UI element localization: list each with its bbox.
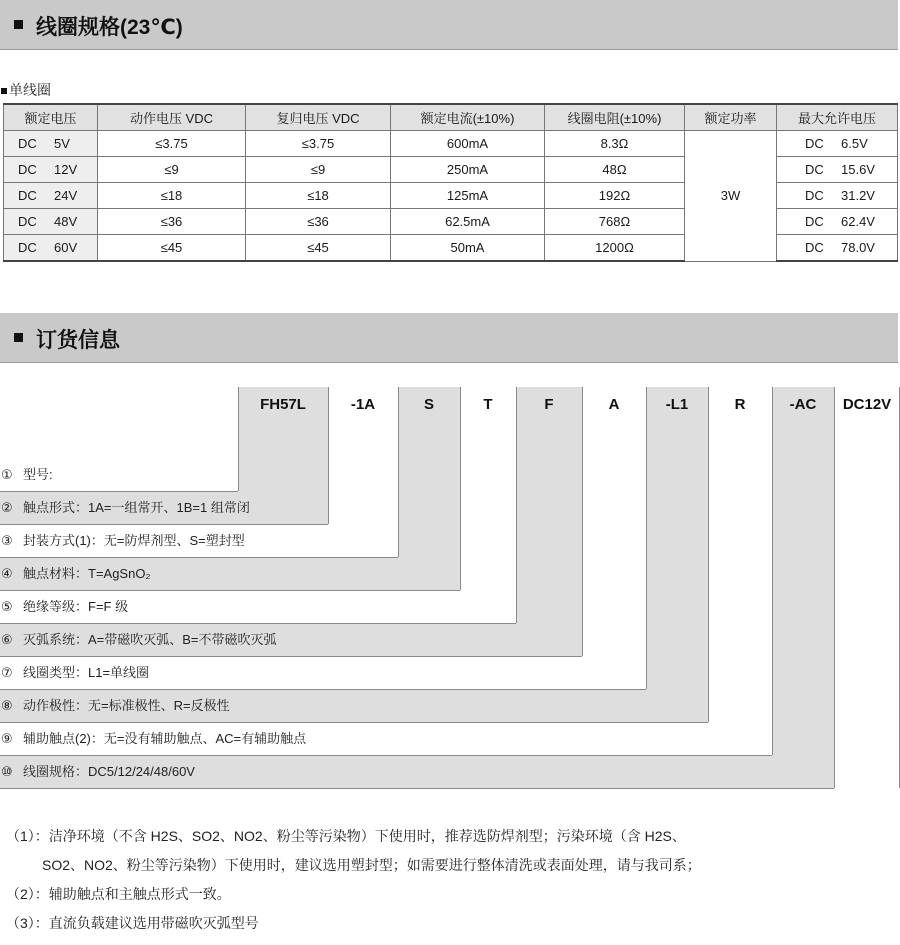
note-1: （1）：洁净环境（不含 H2S、SO2、NO2、粉尘等污染物）下使用时，推荐选防焊剂型；污染环境（含 H2S、: [6, 828, 686, 844]
order-item: [0, 590, 128, 623]
max-voltage-cell: DC 78.0V: [777, 235, 898, 262]
section-header-coil-spec: [0, 0, 898, 50]
max-voltage-cell: DC 62.4V: [777, 209, 898, 235]
order-item: [0, 722, 306, 755]
item-text: 灭弧系统：A=带磁吹灭弧、B=不带磁吹灭弧: [23, 632, 277, 647]
item-text: 动作极性：无=标准极性、R=反极性: [23, 698, 230, 713]
order-item: [0, 491, 250, 524]
order-item: [0, 458, 53, 491]
release-voltage-cell: ≤3.75: [246, 131, 391, 157]
rated-current-cell: 62.5mA: [391, 209, 545, 235]
rated-current-cell: 50mA: [391, 235, 545, 262]
table-header-cell: 额定电流(±10%): [391, 104, 545, 131]
table-row: [4, 131, 898, 157]
max-voltage-cell: DC 31.2V: [777, 183, 898, 209]
note-3: （3）：直流负载建议选用带磁吹灭弧型号: [6, 915, 259, 931]
pickup-voltage-cell: ≤45: [98, 235, 246, 262]
item-text: 绝缘等级：F=F 级: [23, 599, 129, 614]
item-number: ⑦: [1, 665, 13, 680]
item-text: 触点材料：T=AgSnO₂: [23, 566, 151, 581]
item-number: ④: [1, 566, 13, 581]
square-bullet-icon: [1, 88, 7, 94]
coil-resistance-cell: 1200Ω: [545, 235, 685, 262]
order-code-segment: T: [483, 396, 493, 413]
table-header-cell: 复归电压 VDC: [246, 104, 391, 131]
order-code-segment: DC12V: [842, 396, 892, 413]
rated-voltage-cell: DC 48V: [4, 209, 98, 235]
order-item: [0, 689, 230, 722]
release-voltage-cell: ≤18: [246, 183, 391, 209]
rated-current-cell: 125mA: [391, 183, 545, 209]
order-code-segment: R: [734, 396, 746, 413]
coil-resistance-cell: 192Ω: [545, 183, 685, 209]
coil-resistance-cell: 48Ω: [545, 157, 685, 183]
order-code-segment: S: [423, 396, 434, 413]
note-2: （2）：辅助触点和主触点形式一致。: [6, 886, 231, 902]
rated-power-cell: 3W: [685, 131, 777, 262]
item-text: 辅助触点(2)：无=没有辅助触点、AC=有辅助触点: [23, 731, 307, 746]
item-number: ⑤: [1, 599, 13, 614]
item-number: ⑥: [1, 632, 13, 647]
order-item: [0, 524, 245, 557]
max-voltage-cell: DC 6.5V: [777, 131, 898, 157]
rated-current-cell: 600mA: [391, 131, 545, 157]
max-voltage-cell: DC 15.6V: [777, 157, 898, 183]
coil-spec-table: [3, 103, 898, 262]
item-number: ③: [1, 533, 13, 548]
order-item: [0, 557, 151, 590]
pickup-voltage-cell: ≤36: [98, 209, 246, 235]
item-text: 封装方式(1)：无=防焊剂型、S=塑封型: [23, 533, 245, 548]
order-item: [0, 623, 277, 656]
square-bullet-icon: [14, 333, 23, 342]
code-column-shade: [772, 387, 834, 755]
item-text: 触点形式：1A=一组常开、1B=1 组常闭: [23, 500, 250, 515]
connector-line: [834, 387, 835, 788]
coil-resistance-cell: 768Ω: [545, 209, 685, 235]
item-number: ⑨: [1, 731, 13, 746]
connector-line: [646, 387, 647, 689]
item-underline: [0, 788, 834, 789]
item-number: ⑩: [1, 764, 13, 779]
rated-voltage-cell: DC 12V: [4, 157, 98, 183]
item-text: 线圈类型：L1=单线圈: [23, 665, 150, 680]
pickup-voltage-cell: ≤18: [98, 183, 246, 209]
item-text: 型号:: [23, 467, 53, 482]
order-item: [0, 755, 195, 788]
release-voltage-cell: ≤45: [246, 235, 391, 262]
notes: [6, 822, 701, 938]
rated-voltage-cell: DC 24V: [4, 183, 98, 209]
connector-line: [772, 387, 773, 755]
note-1-continued: SO2、NO2、粉尘等污染物）下使用时，建议选用塑封型；如需要进行整体清洗或表面处理，请与我司系；: [42, 857, 701, 873]
order-code-segment: FH57L: [260, 396, 306, 413]
order-code-segment: F: [544, 396, 554, 413]
code-column-shade: [646, 387, 708, 689]
pickup-voltage-cell: ≤3.75: [98, 131, 246, 157]
section-title: 线圈规格(23℃): [36, 16, 183, 39]
section-header-ordering: [0, 313, 898, 363]
item-number: ⑧: [1, 698, 13, 713]
item-number: ②: [1, 500, 13, 515]
table-header-cell: 最大允许电压: [777, 104, 898, 131]
order-code-segment: A: [608, 396, 620, 413]
rated-voltage-cell: DC 5V: [4, 131, 98, 157]
pickup-voltage-cell: ≤9: [98, 157, 246, 183]
coil-resistance-cell: 8.3Ω: [545, 131, 685, 157]
item-number: ①: [1, 467, 13, 482]
section-title: 订货信息: [36, 329, 120, 352]
order-item: [0, 656, 149, 689]
release-voltage-cell: ≤9: [246, 157, 391, 183]
table-header-cell: 额定电压: [4, 104, 98, 131]
square-bullet-icon: [14, 20, 23, 29]
release-voltage-cell: ≤36: [246, 209, 391, 235]
order-code-segment: -L1: [665, 396, 689, 413]
rated-voltage-cell: DC 60V: [4, 235, 98, 262]
item-text: 线圈规格：DC5/12/24/48/60V: [23, 764, 195, 779]
table-header-cell: 线圈电阻(±10%): [545, 104, 685, 131]
table-header-cell: 额定功率: [685, 104, 777, 131]
table-subtitle: 单线圈: [1, 80, 51, 100]
order-code-segment: -AC: [789, 396, 817, 413]
connector-line: [582, 387, 583, 656]
order-code-segment: -1A: [350, 396, 376, 413]
rated-current-cell: 250mA: [391, 157, 545, 183]
table-header-cell: 动作电压 VDC: [98, 104, 246, 131]
connector-line: [708, 387, 709, 722]
